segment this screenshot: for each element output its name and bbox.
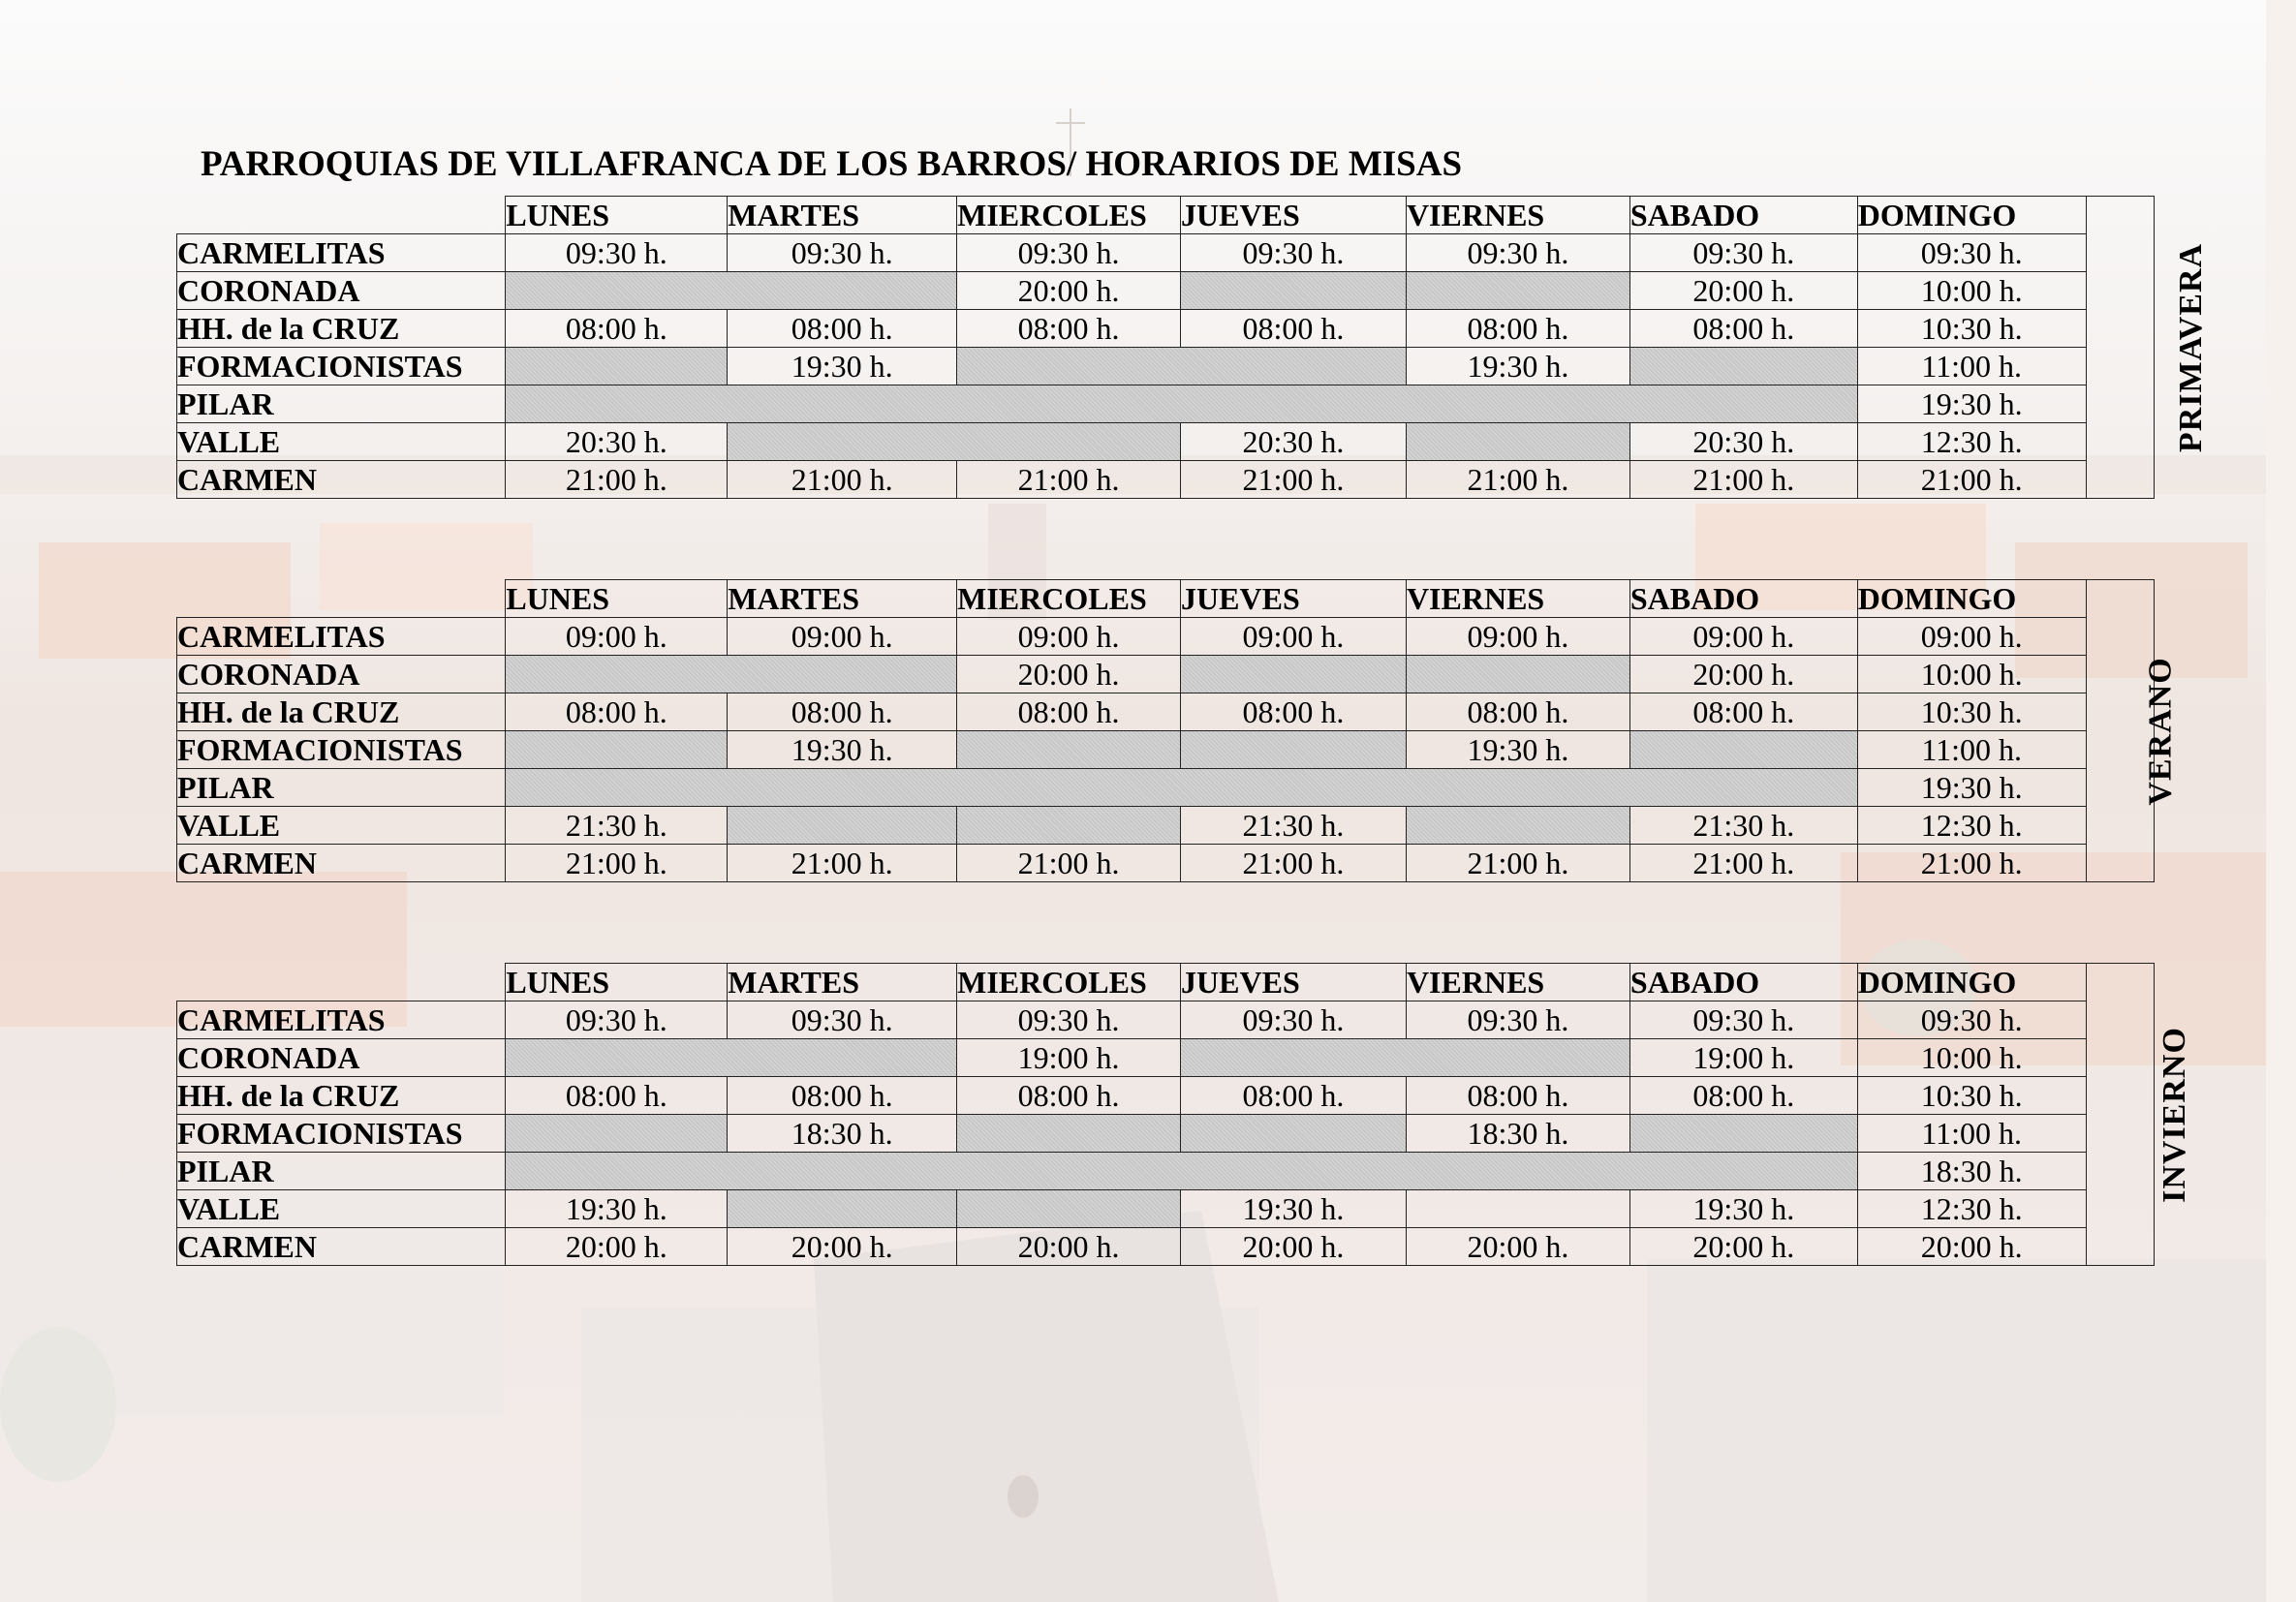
mass-time-cell: 21:30 h. bbox=[1181, 807, 1407, 845]
page-title: PARROQUIAS DE VILLAFRANCA DE LOS BARROS/ HORARIOS DE MISAS bbox=[200, 144, 1463, 184]
mass-time-cell: 20:00 h. bbox=[1629, 656, 1857, 693]
header-row bbox=[177, 197, 2155, 234]
mass-time-cell: 09:30 h. bbox=[506, 234, 728, 272]
mass-time-cell: 09:30 h. bbox=[1406, 234, 1629, 272]
day-header: MIERCOLES bbox=[957, 964, 1181, 1001]
mass-time-cell: 21:00 h. bbox=[1857, 845, 2086, 882]
no-mass-cell bbox=[957, 348, 1407, 385]
parish-name: PILAR bbox=[177, 769, 506, 807]
table-row bbox=[177, 385, 2155, 423]
day-header: JUEVES bbox=[1181, 580, 1407, 618]
parish-name: PILAR bbox=[177, 1153, 506, 1190]
mass-time-cell: 20:00 h. bbox=[957, 272, 1181, 310]
day-header: VIERNES bbox=[1406, 964, 1629, 1001]
parish-name: FORMACIONISTAS bbox=[177, 348, 506, 385]
mass-time-cell: 19:00 h. bbox=[1629, 1039, 1857, 1077]
day-header: SABADO bbox=[1629, 580, 1857, 618]
mass-time-cell: 21:00 h. bbox=[506, 845, 728, 882]
mass-time-cell: 19:30 h. bbox=[728, 348, 957, 385]
table-row bbox=[177, 693, 2155, 731]
mass-time-cell: 21:00 h. bbox=[957, 845, 1181, 882]
table-row bbox=[177, 1039, 2155, 1077]
corner-cell bbox=[177, 580, 506, 618]
mass-time-cell: 21:00 h. bbox=[728, 461, 957, 499]
mass-time-cell: 10:30 h. bbox=[1857, 693, 2086, 731]
day-header: DOMINGO bbox=[1857, 964, 2086, 1001]
table-row bbox=[177, 731, 2155, 769]
day-header: JUEVES bbox=[1181, 964, 1407, 1001]
no-mass-cell bbox=[506, 1039, 957, 1077]
no-mass-cell bbox=[1181, 731, 1407, 769]
no-mass-cell bbox=[728, 423, 1181, 461]
table-row bbox=[177, 1001, 2155, 1039]
season-label: PRIMAVERA bbox=[2086, 197, 2154, 499]
mass-time-cell: 09:00 h. bbox=[957, 618, 1181, 656]
mass-time-cell: 08:00 h. bbox=[957, 1077, 1181, 1115]
table-row bbox=[177, 1190, 2155, 1228]
no-mass-cell bbox=[1406, 272, 1629, 310]
corner-cell bbox=[177, 197, 506, 234]
mass-time-cell: 19:00 h. bbox=[957, 1039, 1181, 1077]
no-mass-cell bbox=[728, 1190, 957, 1228]
mass-time-cell: 19:30 h. bbox=[728, 731, 957, 769]
no-mass-cell bbox=[957, 807, 1181, 845]
mass-time-cell: 09:30 h. bbox=[728, 1001, 957, 1039]
parish-name: FORMACIONISTAS bbox=[177, 731, 506, 769]
mass-time-cell: 08:00 h. bbox=[1406, 310, 1629, 348]
parish-name: PILAR bbox=[177, 385, 506, 423]
mass-time-cell: 09:30 h. bbox=[1629, 1001, 1857, 1039]
schedule-table-verano bbox=[176, 579, 2179, 882]
mass-time-cell: 10:00 h. bbox=[1857, 1039, 2086, 1077]
day-header: VIERNES bbox=[1406, 197, 1629, 234]
mass-time-cell: 08:00 h. bbox=[1406, 693, 1629, 731]
table-row bbox=[177, 272, 2155, 310]
mass-time-cell: 21:00 h. bbox=[1629, 461, 1857, 499]
mass-time-cell: 19:30 h. bbox=[1857, 385, 2086, 423]
no-mass-cell bbox=[506, 1115, 728, 1153]
mass-time-cell: 08:00 h. bbox=[1629, 310, 1857, 348]
mass-time-cell: 12:30 h. bbox=[1857, 1190, 2086, 1228]
mass-time-cell: 09:30 h. bbox=[1857, 1001, 2086, 1039]
corner-cell bbox=[177, 964, 506, 1001]
mass-time-cell: 19:30 h. bbox=[1629, 1190, 1857, 1228]
mass-time-cell: 09:00 h. bbox=[1857, 618, 2086, 656]
mass-time-cell: 08:00 h. bbox=[1406, 1077, 1629, 1115]
day-header: SABADO bbox=[1629, 964, 1857, 1001]
mass-time-cell: 21:00 h. bbox=[1406, 461, 1629, 499]
mass-time-cell: 10:30 h. bbox=[1857, 310, 2086, 348]
mass-time-cell bbox=[1406, 1190, 1629, 1228]
mass-time-cell: 09:30 h. bbox=[1181, 234, 1407, 272]
mass-time-cell: 08:00 h. bbox=[728, 693, 957, 731]
mass-time-cell: 09:30 h. bbox=[1857, 234, 2086, 272]
parish-name: CARMELITAS bbox=[177, 1001, 506, 1039]
mass-time-cell: 08:00 h. bbox=[1181, 693, 1407, 731]
day-header: MARTES bbox=[728, 197, 957, 234]
no-mass-cell bbox=[1629, 1115, 1857, 1153]
mass-time-cell: 09:30 h. bbox=[506, 1001, 728, 1039]
day-header: MARTES bbox=[728, 964, 957, 1001]
table-row bbox=[177, 423, 2155, 461]
mass-time-cell: 11:00 h. bbox=[1857, 1115, 2086, 1153]
parish-name: HH. de la CRUZ bbox=[177, 1077, 506, 1115]
mass-time-cell: 11:00 h. bbox=[1857, 731, 2086, 769]
mass-time-cell: 20:00 h. bbox=[1181, 1228, 1407, 1266]
mass-time-cell: 09:30 h. bbox=[1406, 1001, 1629, 1039]
mass-time-cell: 08:00 h. bbox=[1181, 1077, 1407, 1115]
mass-time-cell: 09:00 h. bbox=[1406, 618, 1629, 656]
mass-time-cell: 20:00 h. bbox=[957, 1228, 1181, 1266]
table-row bbox=[177, 348, 2155, 385]
no-mass-cell bbox=[1629, 731, 1857, 769]
mass-time-cell: 19:30 h. bbox=[1406, 731, 1629, 769]
no-mass-cell bbox=[506, 348, 728, 385]
mass-time-cell: 20:00 h. bbox=[1629, 1228, 1857, 1266]
mass-time-cell: 12:30 h. bbox=[1857, 807, 2086, 845]
day-header: LUNES bbox=[506, 197, 728, 234]
day-header: VIERNES bbox=[1406, 580, 1629, 618]
table-row bbox=[177, 461, 2155, 499]
mass-time-cell: 10:00 h. bbox=[1857, 656, 2086, 693]
mass-time-cell: 09:00 h. bbox=[1629, 618, 1857, 656]
mass-time-cell: 21:00 h. bbox=[1406, 845, 1629, 882]
day-header: MARTES bbox=[728, 580, 957, 618]
mass-time-cell: 19:30 h. bbox=[1406, 348, 1629, 385]
schedule-table-invierno bbox=[176, 963, 2192, 1266]
no-mass-cell bbox=[957, 1190, 1181, 1228]
parish-name: CARMEN bbox=[177, 461, 506, 499]
mass-time-cell: 20:00 h. bbox=[728, 1228, 957, 1266]
parish-name: HH. de la CRUZ bbox=[177, 693, 506, 731]
mass-time-cell: 09:00 h. bbox=[506, 618, 728, 656]
table-row bbox=[177, 1153, 2155, 1190]
parish-name: VALLE bbox=[177, 423, 506, 461]
parish-name: CARMEN bbox=[177, 845, 506, 882]
day-header: LUNES bbox=[506, 580, 728, 618]
no-mass-cell bbox=[1406, 656, 1629, 693]
no-mass-cell bbox=[1181, 656, 1407, 693]
mass-time-cell: 09:00 h. bbox=[1181, 618, 1407, 656]
no-mass-cell bbox=[1181, 1115, 1407, 1153]
header-row bbox=[177, 964, 2155, 1001]
parish-name: VALLE bbox=[177, 807, 506, 845]
day-header: DOMINGO bbox=[1857, 197, 2086, 234]
mass-time-cell: 21:30 h. bbox=[506, 807, 728, 845]
mass-time-cell: 19:30 h. bbox=[506, 1190, 728, 1228]
mass-time-cell: 18:30 h. bbox=[728, 1115, 957, 1153]
table-row bbox=[177, 845, 2155, 882]
table-row bbox=[177, 807, 2155, 845]
mass-time-cell: 21:00 h. bbox=[1181, 845, 1407, 882]
no-mass-cell bbox=[957, 731, 1181, 769]
table-row bbox=[177, 1115, 2155, 1153]
mass-time-cell: 19:30 h. bbox=[1857, 769, 2086, 807]
mass-time-cell: 21:30 h. bbox=[1629, 807, 1857, 845]
mass-time-cell: 20:00 h. bbox=[957, 656, 1181, 693]
mass-time-cell: 09:00 h. bbox=[728, 618, 957, 656]
mass-time-cell: 09:30 h. bbox=[1629, 234, 1857, 272]
no-mass-cell bbox=[728, 807, 957, 845]
mass-time-cell: 20:00 h. bbox=[1406, 1228, 1629, 1266]
mass-time-cell: 09:30 h. bbox=[1181, 1001, 1407, 1039]
no-mass-cell bbox=[1181, 1039, 1630, 1077]
mass-time-cell: 08:00 h. bbox=[728, 1077, 957, 1115]
mass-time-cell: 08:00 h. bbox=[728, 310, 957, 348]
parish-name: CARMEN bbox=[177, 1228, 506, 1266]
mass-time-cell: 08:00 h. bbox=[957, 693, 1181, 731]
no-mass-cell bbox=[506, 272, 957, 310]
mass-time-cell: 21:00 h. bbox=[506, 461, 728, 499]
mass-time-cell: 08:00 h. bbox=[506, 310, 728, 348]
mass-time-cell: 21:00 h. bbox=[1629, 845, 1857, 882]
parish-name: HH. de la CRUZ bbox=[177, 310, 506, 348]
day-header: MIERCOLES bbox=[957, 580, 1181, 618]
parish-name: CARMELITAS bbox=[177, 234, 506, 272]
table-row bbox=[177, 234, 2155, 272]
mass-time-cell: 21:00 h. bbox=[957, 461, 1181, 499]
mass-time-cell: 20:00 h. bbox=[506, 1228, 728, 1266]
mass-time-cell: 10:00 h. bbox=[1857, 272, 2086, 310]
mass-time-cell: 20:30 h. bbox=[506, 423, 728, 461]
no-mass-cell bbox=[506, 769, 1857, 807]
mass-time-cell: 20:30 h. bbox=[1629, 423, 1857, 461]
mass-time-cell: 19:30 h. bbox=[1181, 1190, 1407, 1228]
parish-name: VALLE bbox=[177, 1190, 506, 1228]
mass-time-cell: 20:00 h. bbox=[1629, 272, 1857, 310]
mass-time-cell: 09:30 h. bbox=[957, 1001, 1181, 1039]
day-header: DOMINGO bbox=[1857, 580, 2086, 618]
day-header: LUNES bbox=[506, 964, 728, 1001]
table-row bbox=[177, 618, 2155, 656]
no-mass-cell bbox=[506, 656, 957, 693]
mass-time-cell: 21:00 h. bbox=[728, 845, 957, 882]
mass-time-cell: 10:30 h. bbox=[1857, 1077, 2086, 1115]
table-row bbox=[177, 1228, 2155, 1266]
no-mass-cell bbox=[1406, 807, 1629, 845]
day-header: SABADO bbox=[1629, 197, 1857, 234]
no-mass-cell bbox=[506, 385, 1857, 423]
day-header: MIERCOLES bbox=[957, 197, 1181, 234]
parish-name: CARMELITAS bbox=[177, 618, 506, 656]
mass-time-cell: 20:30 h. bbox=[1181, 423, 1407, 461]
parish-name: CORONADA bbox=[177, 1039, 506, 1077]
mass-time-cell: 12:30 h. bbox=[1857, 423, 2086, 461]
mass-time-cell: 11:00 h. bbox=[1857, 348, 2086, 385]
mass-time-cell: 21:00 h. bbox=[1181, 461, 1407, 499]
mass-time-cell: 08:00 h. bbox=[506, 693, 728, 731]
no-mass-cell bbox=[506, 1153, 1857, 1190]
table-row bbox=[177, 310, 2155, 348]
season-label: VERANO bbox=[2086, 580, 2154, 882]
no-mass-cell bbox=[506, 731, 728, 769]
mass-time-cell: 08:00 h. bbox=[1181, 310, 1407, 348]
parish-name: FORMACIONISTAS bbox=[177, 1115, 506, 1153]
mass-time-cell: 08:00 h. bbox=[506, 1077, 728, 1115]
day-header: JUEVES bbox=[1181, 197, 1407, 234]
no-mass-cell bbox=[1629, 348, 1857, 385]
mass-time-cell: 09:30 h. bbox=[957, 234, 1181, 272]
mass-time-cell: 08:00 h. bbox=[1629, 1077, 1857, 1115]
no-mass-cell bbox=[1181, 272, 1407, 310]
header-row bbox=[177, 580, 2155, 618]
table-row bbox=[177, 769, 2155, 807]
mass-time-cell: 20:00 h. bbox=[1857, 1228, 2086, 1266]
mass-time-cell: 08:00 h. bbox=[957, 310, 1181, 348]
no-mass-cell bbox=[1406, 423, 1629, 461]
mass-time-cell: 21:00 h. bbox=[1857, 461, 2086, 499]
no-mass-cell bbox=[957, 1115, 1181, 1153]
parish-name: CORONADA bbox=[177, 272, 506, 310]
mass-time-cell: 08:00 h. bbox=[1629, 693, 1857, 731]
table-row bbox=[177, 656, 2155, 693]
season-label: INVIERNO bbox=[2086, 964, 2154, 1266]
mass-time-cell: 18:30 h. bbox=[1406, 1115, 1629, 1153]
schedule-table-primavera bbox=[176, 196, 2209, 499]
parish-name: CORONADA bbox=[177, 656, 506, 693]
mass-time-cell: 09:30 h. bbox=[728, 234, 957, 272]
table-row bbox=[177, 1077, 2155, 1115]
mass-time-cell: 18:30 h. bbox=[1857, 1153, 2086, 1190]
